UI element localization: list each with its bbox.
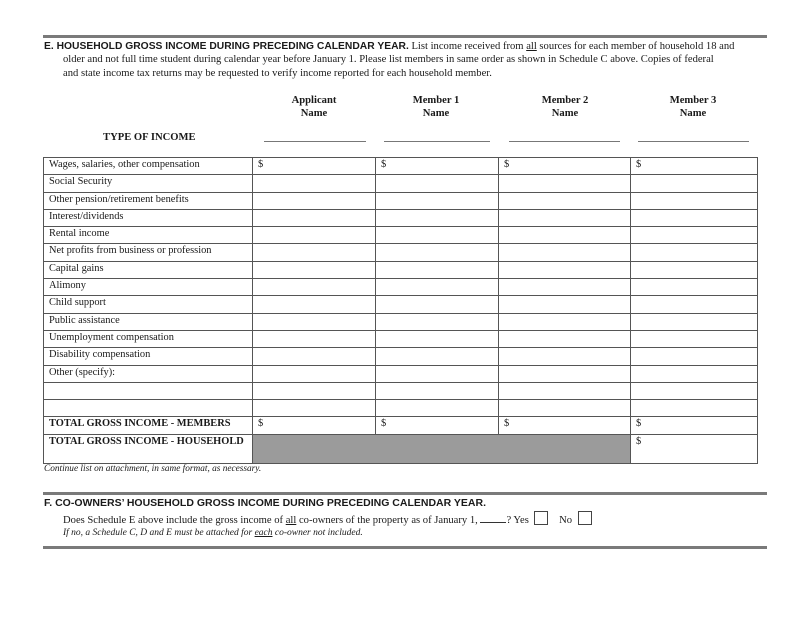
row-label: Interest/dividends [44,209,253,226]
member-2-cell[interactable] [499,348,631,365]
member-1-cell[interactable] [376,400,499,417]
row-label: TOTAL GROSS INCOME - HOUSEHOLD [44,434,253,463]
member-2-cell[interactable] [499,244,631,261]
applicant-cell[interactable] [253,400,376,417]
member-3-cell[interactable] [631,192,758,209]
table-row [44,158,758,175]
section-f-heading: F. CO-OWNERS’ HOUSEHOLD GROSS INCOME DURING PRECEDING CALENDAR YEAR. [44,497,487,509]
row-label: Capital gains [44,261,253,278]
member-3-cell[interactable] [631,279,758,296]
member-1-cell[interactable] [376,227,499,244]
row-label: TOTAL GROSS INCOME - MEMBERS [44,417,253,434]
column-header-member-2: Member 2 Name [541,95,589,119]
shaded-area [253,434,631,463]
applicant-cell[interactable] [253,330,376,347]
member-3-cell[interactable]: $ [631,158,758,175]
member-1-name-field[interactable] [384,140,490,142]
year-blank-field[interactable] [480,512,506,523]
table-row [44,227,758,244]
table-row [44,261,758,278]
applicant-cell[interactable] [253,192,376,209]
column-header-applicant: Applicant Name [291,95,337,119]
member-3-cell[interactable] [631,313,758,330]
row-label: Child support [44,296,253,313]
member-3-cell[interactable] [631,365,758,382]
other-specify-field[interactable] [44,382,253,399]
applicant-cell[interactable] [253,227,376,244]
member-2-total-cell[interactable]: $ [499,417,631,434]
member-3-name-field[interactable] [638,140,749,142]
member-1-cell[interactable] [376,244,499,261]
member-3-cell[interactable] [631,261,758,278]
applicant-cell[interactable] [253,296,376,313]
applicant-cell[interactable] [253,348,376,365]
member-1-cell[interactable] [376,192,499,209]
member-1-cell[interactable] [376,175,499,192]
member-1-cell[interactable] [376,209,499,226]
applicant-cell[interactable] [253,365,376,382]
co-owners-question: Does Schedule E above include the gross income of all co-owners of the property as of January 1, ? Yes No [63,511,600,526]
member-3-cell[interactable] [631,348,758,365]
section-e-top-rule [43,35,767,38]
member-3-cell[interactable] [631,296,758,313]
member-2-cell[interactable] [499,400,631,417]
member-2-cell[interactable]: $ [499,158,631,175]
type-of-income-label: TYPE OF INCOME [103,132,196,143]
no-checkbox[interactable] [578,511,592,525]
table-row [44,296,758,313]
table-row [44,192,758,209]
member-1-cell[interactable] [376,279,499,296]
member-1-cell[interactable] [376,365,499,382]
table-row [44,313,758,330]
applicant-cell[interactable] [253,382,376,399]
continue-note: Continue list on attachment, in same format, as necessary. [44,464,262,474]
section-f-top-rule [43,492,767,495]
row-label: Disability compensation [44,348,253,365]
member-1-cell[interactable] [376,296,499,313]
member-3-cell[interactable] [631,400,758,417]
column-header-member-3: Member 3 Name [669,95,717,119]
co-owners-note: If no, a Schedule C, D and E must be attached for each co-owner not included. [63,528,363,538]
row-label: Net profits from business or profession [44,244,253,261]
applicant-cell[interactable] [253,244,376,261]
member-2-cell[interactable] [499,382,631,399]
member-1-cell[interactable] [376,313,499,330]
member-2-cell[interactable] [499,296,631,313]
row-label: Unemployment compensation [44,330,253,347]
total-members-row [44,417,758,434]
member-1-cell[interactable] [376,330,499,347]
applicant-cell[interactable]: $ [253,158,376,175]
total-household-row [44,434,758,463]
section-f-bottom-rule [43,546,767,549]
row-label: Public assistance [44,313,253,330]
member-2-cell[interactable] [499,279,631,296]
member-1-cell[interactable] [376,382,499,399]
section-e-heading: E. HOUSEHOLD GROSS INCOME DURING PRECEDING CALENDAR YEAR. [44,41,409,52]
applicant-cell[interactable] [253,209,376,226]
member-3-cell[interactable] [631,244,758,261]
row-label: Rental income [44,227,253,244]
member-2-cell[interactable] [499,365,631,382]
member-3-cell[interactable] [631,175,758,192]
income-table [43,157,758,464]
row-label: Other pension/retirement benefits [44,192,253,209]
member-2-cell[interactable] [499,209,631,226]
applicant-cell[interactable] [253,313,376,330]
applicant-cell[interactable] [253,175,376,192]
member-2-cell[interactable] [499,227,631,244]
table-row [44,330,758,347]
member-3-cell[interactable] [631,227,758,244]
section-e-instructions: E. HOUSEHOLD GROSS INCOME DURING PRECEDING CALENDAR YEAR. List income received from all sources for each member of household 18 and older and not full time student during calendar year before January 1. Please list members in same order as shown in Schedule C above. Copies of federal and state income tax returns may be requested to verify income reported for each household member. [44,41,735,79]
applicant-total-cell[interactable]: $ [253,417,376,434]
applicant-cell[interactable] [253,279,376,296]
yes-checkbox[interactable] [534,511,548,525]
member-3-total-cell[interactable]: $ [631,417,758,434]
row-label: Wages, salaries, other compensation [44,158,253,175]
member-3-cell[interactable] [631,382,758,399]
table-row [44,209,758,226]
column-header-member-1: Member 1 Name [412,95,460,119]
member-1-total-cell[interactable]: $ [376,417,499,434]
row-label: Social Security [44,175,253,192]
member-2-cell[interactable] [499,192,631,209]
member-2-cell[interactable] [499,330,631,347]
table-row [44,175,758,192]
applicant-name-field[interactable] [264,140,366,142]
household-total-cell[interactable]: $ [631,434,758,463]
member-2-cell[interactable] [499,175,631,192]
table-row [44,365,758,382]
applicant-cell[interactable] [253,261,376,278]
table-row [44,382,758,399]
member-2-name-field[interactable] [509,140,620,142]
member-1-cell[interactable] [376,261,499,278]
row-label: Other (specify): [44,365,253,382]
member-1-cell[interactable]: $ [376,158,499,175]
row-label: Alimony [44,279,253,296]
member-3-cell[interactable] [631,209,758,226]
other-specify-field[interactable] [44,400,253,417]
table-row [44,244,758,261]
table-row [44,279,758,296]
member-3-cell[interactable] [631,330,758,347]
table-row [44,348,758,365]
member-1-cell[interactable] [376,348,499,365]
member-2-cell[interactable] [499,261,631,278]
member-2-cell[interactable] [499,313,631,330]
table-row [44,400,758,417]
